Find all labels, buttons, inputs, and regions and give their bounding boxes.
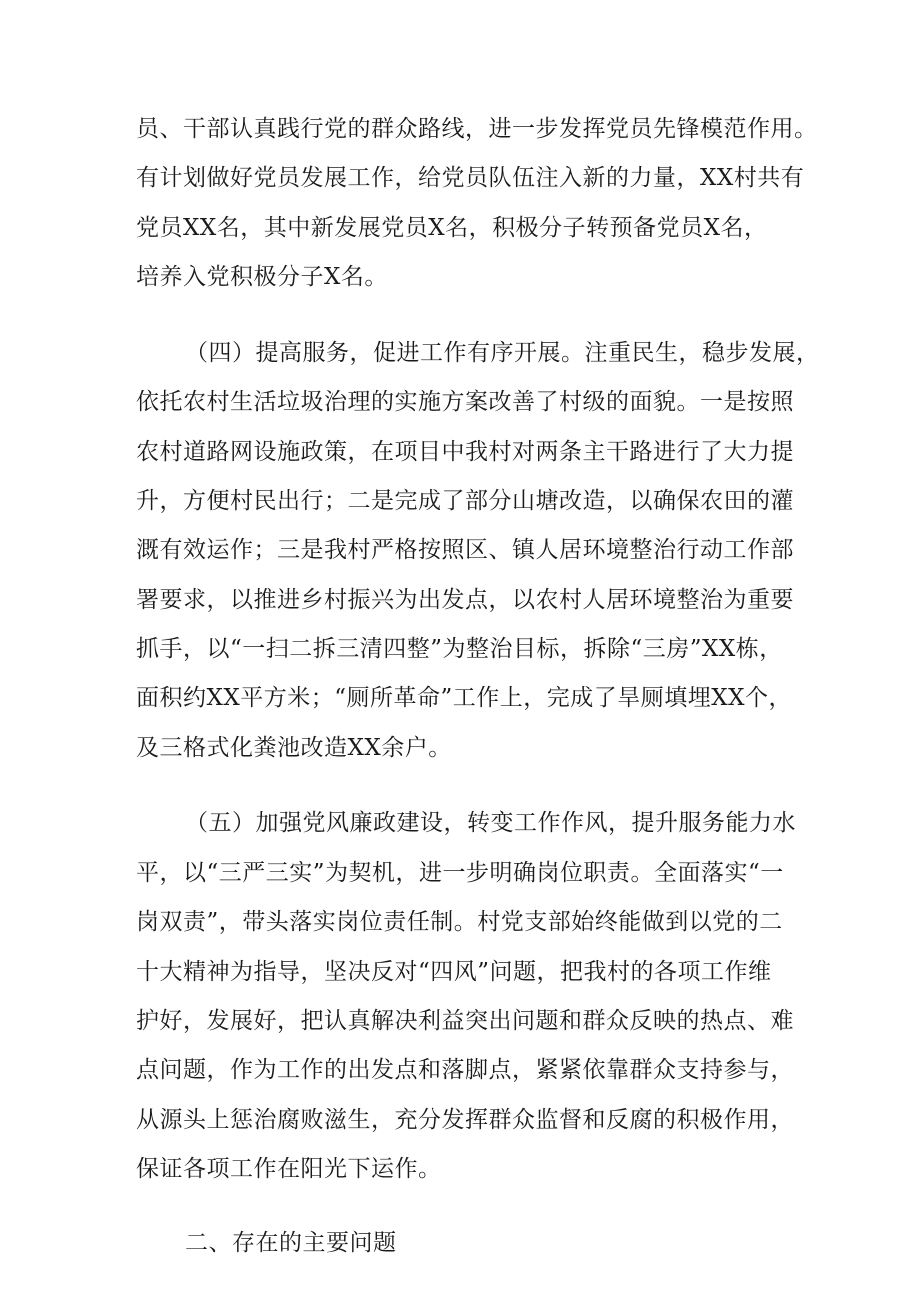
paragraph-line: 点问题，作为工作的出发点和落脚点，紧紧依靠群众支持参与， <box>136 1057 794 1083</box>
paragraph-line: 农村道路网设施政策，在项目中我村对两条主干路进行了大力提 <box>136 439 794 465</box>
paragraph-line: 及三格式化粪池改造XX余户。 <box>136 735 452 761</box>
paragraph-line: 面积约XX平方米；“厕所革命”工作上，完成了旱厕填埋XX个， <box>136 685 793 711</box>
paragraph-line: 依托农村生活垃圾治理的实施方案改善了村级的面貌。一是按照 <box>136 389 794 415</box>
section-five-heading-line: （五）加强党风廉政建设，转变工作作风，提升服务能力水 <box>185 810 796 836</box>
paragraph-line: 升，方便村民出行；二是完成了部分山塘改造，以确保农田的灌 <box>136 488 794 514</box>
paragraph-line: 署要求，以推进乡村振兴为出发点，以农村人居环境整治为重要 <box>136 587 794 613</box>
paragraph-line: 抓手，以“一扫二拆三清四整”为整治目标，拆除“三房”XX栋， <box>136 636 783 662</box>
paragraph-line: 有计划做好党员发展工作，给党员队伍注入新的力量，XX村共有 <box>136 165 805 191</box>
paragraph-line: 从源头上惩治腐败滋生，充分发挥群众监督和反腐的积极作用， <box>136 1107 794 1133</box>
paragraph-line: 员、干部认真践行党的群众路线，进一步发挥党员先锋模范作用。 <box>136 116 818 142</box>
paragraph-line: 护好，发展好，把认真解决利益突出问题和群众反映的热点、难 <box>136 1008 794 1034</box>
paragraph-line: 十大精神为指导，坚决反对“四风”问题，把我村的各项工作维 <box>136 959 772 985</box>
paragraph-line: 培养入党积极分子X名。 <box>136 264 388 290</box>
section-heading-main-problems: 二、存在的主要问题 <box>185 1230 397 1256</box>
paragraph-line: 党员XX名，其中新发展党员X名，积极分子转预备党员X名， <box>136 215 768 241</box>
paragraph-line: 岗双责”，带头落实岗位责任制。村党支部始终能做到以党的二 <box>136 909 783 935</box>
paragraph-line: 溉有效运作；三是我村严格按照区、镇人居环境整治行动工作部 <box>136 537 794 563</box>
paragraph-line: 保证各项工作在阳光下运作。 <box>136 1156 442 1182</box>
paragraph-line: 平，以“三严三实”为契机，进一步明确岗位职责。全面落实“一 <box>136 860 784 886</box>
section-four-heading-line: （四）提高服务，促进工作有序开展。注重民生，稳步发展， <box>185 340 820 366</box>
